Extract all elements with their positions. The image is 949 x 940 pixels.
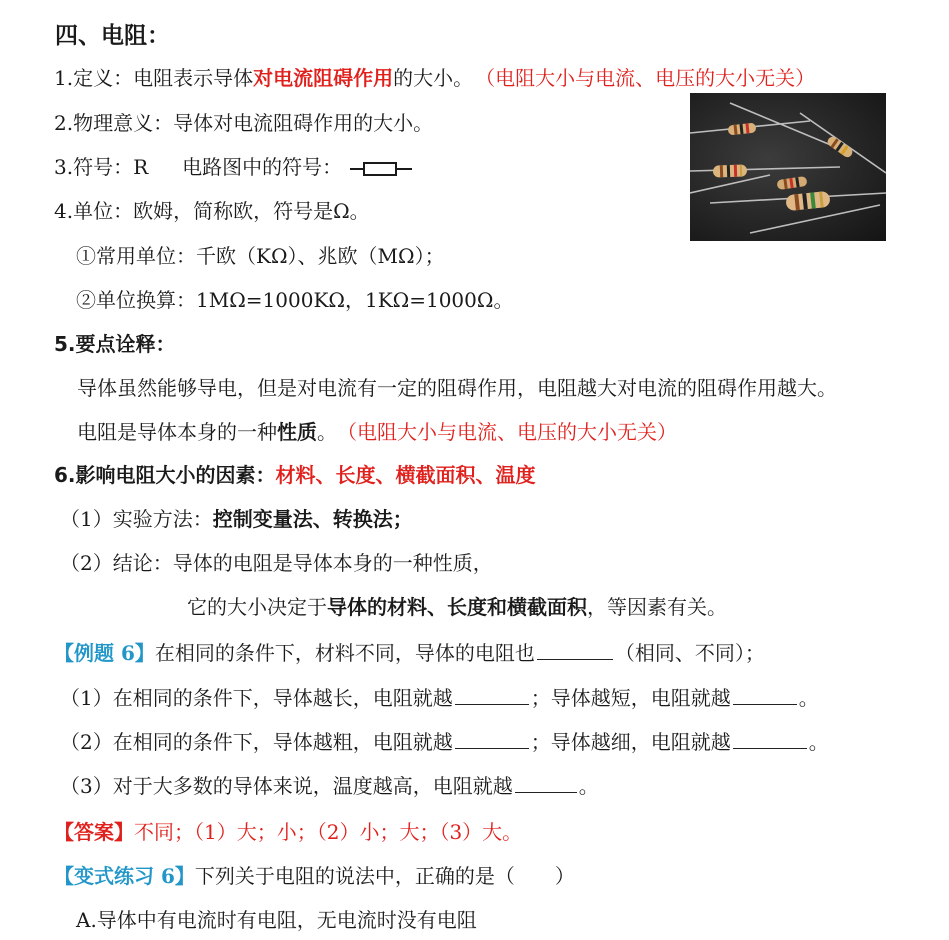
physical-meaning: 2.物理意义：导体对电流阻碍作用的大小。 [54,111,434,135]
circuit-symbol-label: 电路图中的符号： [182,155,343,179]
answer-blank[interactable] [455,730,529,749]
key-points-line2-bold: 性质 [277,420,317,444]
example-stem-prefix: 在相同的条件下，材料不同，导体的电阻也 [154,641,535,665]
resistor-symbol-icon [350,162,412,176]
answer-blank[interactable] [455,686,529,705]
q2-part-a: （2）在相同的条件下，导体越粗，电阻就越 [60,730,453,754]
example-stem-suffix: （相同、不同）； [614,641,765,665]
definition-note: （电阻大小与电流、电压的大小无关） [485,66,816,90]
q1-part-b: ；导体越短，电阻就越 [530,686,731,710]
key-points-line1: 导体虽然能够导电，但是对电流有一定的阻碍作用，电阻越大对电流的阻碍作用越大。 [77,376,837,400]
conclusion2-suffix: ，等因素有关。 [587,595,727,619]
conclusion-line: （2）结论：导体的电阻是导体本身的一种性质， [60,551,493,575]
definition-highlight: 对电流阻碍作用 [253,66,394,90]
q3-part-b: 。 [578,774,599,798]
answer-blank[interactable] [733,730,807,749]
factors-line [54,465,536,485]
factors-list: 材料、长度、横截面积、温度 [275,463,536,487]
example-tag: 【例题 6】 [54,641,155,665]
key-points-line2 [77,422,677,442]
answer-text: 不同；（1）大；小；（2）小；大；（3）大。 [134,820,523,844]
q3-part-a: （3）对于大多数的导体来说，温度越高，电阻就越 [60,774,513,798]
answer-blank[interactable] [515,774,577,793]
common-units: ①常用单位：千欧（KΩ）、兆欧（MΩ）； [76,244,445,268]
example-q1 [60,686,819,708]
conclusion2-prefix: 它的大小决定于 [187,595,327,619]
answer-line [54,822,522,842]
factors-heading: 6.影响电阻大小的因素： [54,463,276,487]
q2-part-c: 。 [808,730,829,754]
q1-part-c: 。 [798,686,819,710]
option-a[interactable]: A.导体中有电流时有电阻，无电流时没有电阻 [76,908,477,932]
conclusion-line2 [187,597,727,617]
method-bold: 控制变量法、转换法； [212,507,413,531]
example-stem [54,641,765,663]
answer-tag: 【答案】 [54,820,134,844]
q2-part-b: ；导体越细，电阻就越 [530,730,731,754]
answer-blank[interactable] [733,686,797,705]
key-points-line2-note: （电阻大小与电流、电压的大小无关） [347,420,677,444]
section-title: 四、电阻： [55,22,170,49]
definition-suffix: 的大小。 [393,66,474,90]
resistors-photo [690,93,886,241]
variant-tag: 【变式练习 6】 [54,864,195,888]
experiment-method [60,509,413,529]
q1-part-a: （1）在相同的条件下，导体越长，电阻就越 [60,686,453,710]
definition-prefix: 1.定义：电阻表示导体 [54,66,254,90]
answer-blank[interactable] [537,641,613,660]
definition-line [54,68,815,88]
key-points-line2-suffix: 。 [317,420,337,444]
variant-stem-text: 下列关于电阻的说法中，正确的是（ ） [194,864,575,888]
symbol-line [54,157,412,177]
resistors-illustration [690,93,886,241]
key-points-line2-prefix: 电阻是导体本身的一种 [77,420,277,444]
method-prefix: （1）实验方法： [60,507,213,531]
variant-stem [54,866,575,886]
example-q3 [60,774,599,796]
example-q2 [60,730,829,752]
key-points-heading: 5.要点诠释： [54,332,176,356]
unit-conversion: ②单位换算：1MΩ=1000KΩ，1KΩ=1000Ω。 [76,288,514,312]
symbol-prefix: 3.符号：R [54,155,149,179]
unit-line: 4.单位：欧姆，简称欧，符号是Ω。 [54,199,370,223]
conclusion2-bold: 导体的材料、长度和横截面积 [327,595,587,619]
